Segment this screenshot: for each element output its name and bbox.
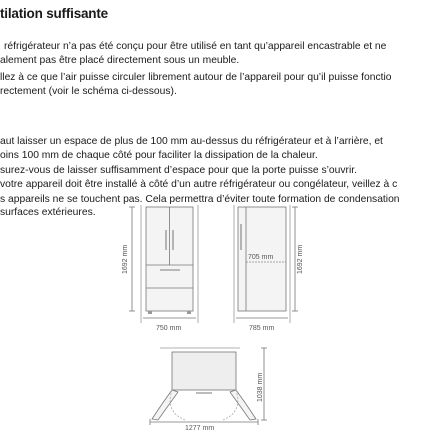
- top-width-label: 1277 mm: [185, 425, 215, 430]
- front-width-label: 750 mm: [156, 325, 182, 332]
- paragraph-line: s appareils ne se touchent pas. Cela permettra d’éviter toute formation de condensation: [0, 194, 400, 205]
- paragraph-line: oins 100 mm de chaque côté pour faciliter la dissipation de la chaleur.: [0, 150, 318, 161]
- paragraph-line: votre appareil doit être installé à côté d’un autre réfrigérateur ou congélateur, veillez à c: [0, 179, 398, 190]
- side-depth-body-label: 705 mm: [248, 254, 274, 261]
- paragraph-line: aut laisser un espace de plus de 100 mm au-dessus du réfrigérateur et à l’arrière, et: [0, 136, 383, 147]
- front-height-label: 1692 mm: [122, 244, 129, 274]
- front-view: [129, 205, 198, 323]
- side-height-label: 1692 mm: [297, 244, 304, 274]
- side-depth-label: 785 mm: [249, 325, 275, 332]
- paragraph-line: surez-vous de laisser suffisamment d’espace pour que la porte puisse s’ouvrir.: [0, 165, 357, 176]
- section-heading: tilation suffisante: [0, 6, 108, 21]
- paragraph-line: alement pas être placé directement sous un meuble.: [0, 55, 240, 66]
- paragraph-line: llez à ce que l’air puisse circuler librement autour de l’appareil pour qu’il puisse fonctio: [0, 72, 392, 83]
- top-depth-label: 1038 mm: [257, 372, 264, 402]
- paragraph-line: rectement (voir le schéma ci-dessous).: [0, 86, 177, 97]
- paragraph-line: surfaces extérieures.: [0, 207, 96, 218]
- paragraph-line: réfrigérateur n’a pas été conçu pour être utilisé en tant qu’appareil encastrable et ne: [4, 41, 387, 52]
- side-view: [234, 205, 298, 323]
- top-view: [150, 348, 267, 425]
